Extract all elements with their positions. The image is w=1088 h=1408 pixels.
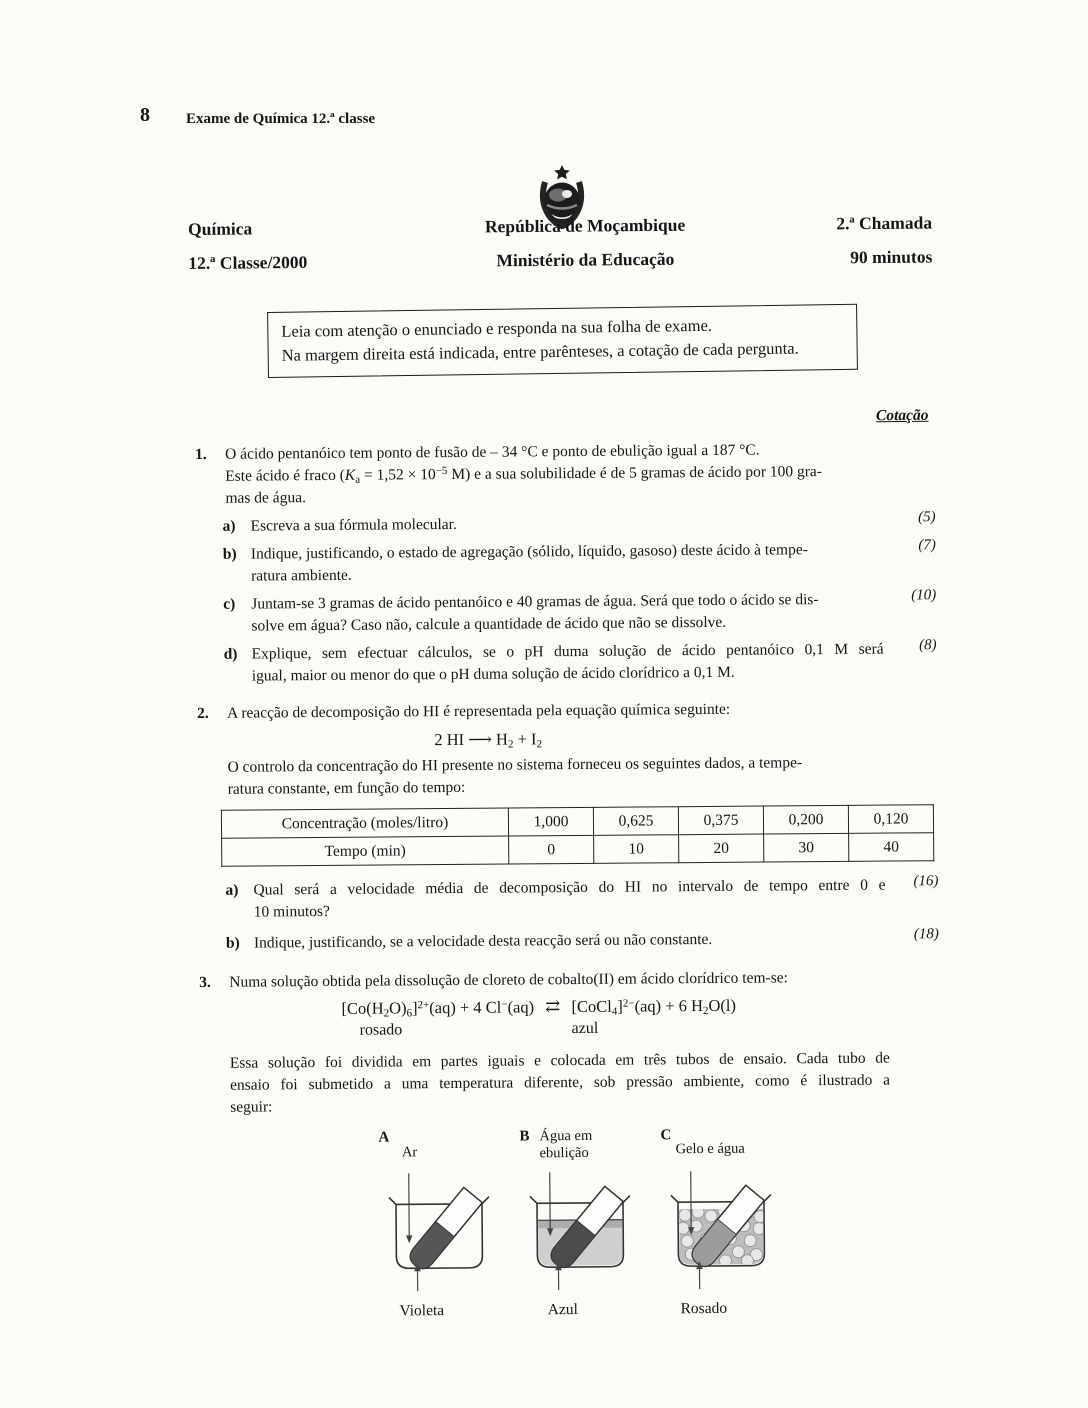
question-3 (199, 966, 944, 1324)
item-label: d) (223, 645, 238, 663)
beaker-b-drawing (520, 1172, 641, 1293)
condition-line: Gelo e água (675, 1140, 745, 1158)
test-tube-figures-row (378, 1125, 943, 1322)
concentration-time-table (221, 804, 934, 867)
figure-condition (539, 1128, 613, 1163)
figure-caption: Violeta (399, 1302, 445, 1320)
item-line: 10 minutos? (253, 902, 330, 921)
figure-condition (675, 1140, 785, 1158)
question-1-item-a (196, 510, 938, 538)
exam-header (188, 213, 933, 287)
beaker-c-drawing (661, 1170, 782, 1291)
question-2-number: 2. (197, 704, 209, 722)
figure-c (660, 1126, 787, 1320)
exam-class-year: 12.ª Classe/2000 (188, 251, 308, 273)
item-mark: (18) (913, 926, 939, 943)
item-line: Escreva a sua fórmula molecular. (250, 515, 457, 535)
label-rosado: rosado (359, 1021, 403, 1039)
hi-decomposition-equation: 2 HI ⟶ $H_2 + I_2$ (434, 729, 543, 751)
questions-area (195, 438, 939, 1320)
table-cell: 10 (594, 835, 679, 864)
exam-session: 2.ª Chamada (836, 212, 933, 234)
question-1 (195, 438, 939, 688)
table-cell: 30 (764, 833, 849, 862)
table-cell: 20 (679, 834, 764, 863)
item-line: Qual será a velocidade média de decomposição do HI no intervalo de tempo entre 0 e (253, 876, 886, 899)
table-row-header: Concentração (moles/litro) (221, 808, 508, 838)
question-1-number: 1. (195, 445, 207, 463)
label-azul: azul (571, 1019, 599, 1038)
question-3-line: seguir: (230, 1098, 273, 1116)
question-1-item-c (196, 588, 938, 638)
item-mark: (16) (913, 873, 939, 890)
table-cell: 1,000 (508, 807, 593, 836)
item-mark: (7) (918, 537, 936, 554)
item-line: igual, maior ou menor do que o pH duma solução de ácido clorídrico a 0,1 M. (251, 663, 735, 685)
table-cell: 0,200 (763, 805, 848, 834)
figure-letter: B (519, 1128, 530, 1145)
question-1-line: O ácido pentanóico tem ponto de fusão de – 34 °C e ponto de ebulição igual a 187 °C. (225, 441, 760, 463)
item-label: c) (223, 595, 236, 613)
figure-condition (379, 1144, 441, 1161)
table-cell: 0,625 (593, 807, 678, 836)
table-cell: 0,375 (678, 806, 763, 835)
item-line: Indique, justificando, o estado de agregação (sólido, líquido, gasoso) deste ácido à tempe- (250, 541, 808, 563)
condition-line: ebulição (539, 1144, 589, 1162)
question-3-intro: Numa solução obtida pela dissolução de cloreto de cobalto(II) em ácido clorídrico tem-se: (229, 969, 788, 991)
figure-a (378, 1129, 505, 1323)
page-number: 8 (140, 104, 150, 126)
table-cell: 0,120 (848, 805, 933, 834)
item-line: ratura ambiente. (250, 566, 352, 585)
table-row-time (222, 833, 934, 867)
item-line: solve em água? Caso não, calcule a quantidade de ácido que não se dissolve. (251, 613, 727, 635)
exam-subject: Química (188, 218, 253, 239)
question-1-line: Este ácido é fraco ($K_a = 1,52 \times 10^{-5}$ M) e a sua solubilidade é de 5 gramas de ácido por 100 gra- (225, 463, 822, 486)
figure-b (519, 1127, 646, 1321)
table-row-header: Tempo (min) (222, 836, 509, 866)
item-label: b) (225, 934, 240, 952)
table-cell: 40 (849, 833, 934, 862)
notice-box (267, 304, 858, 378)
question-1-item-b (196, 538, 938, 588)
question-3-line: Essa solução foi dividida em partes iguais e colocada em três tubos de ensaio. Cada tubo de (229, 1049, 890, 1072)
figure-letter: A (378, 1129, 390, 1146)
exam-ministry: Ministério da Educação (496, 248, 675, 271)
beaker-a-drawing (379, 1173, 500, 1294)
notice-line-1: Leia com atenção o enunciado e responda na sua folha de exame. (281, 315, 713, 341)
question-1-line: mas de água. (225, 489, 306, 507)
item-label: b) (222, 545, 237, 563)
condition-line: Ar (401, 1144, 418, 1161)
question-2-intro: A reacção de decomposição do HI é representada pela equação química seguinte: (227, 700, 731, 722)
question-2-line: ratura constante, em função do tempo: (227, 778, 466, 798)
figure-letter: C (660, 1127, 672, 1144)
question-2-item-a (198, 874, 940, 924)
question-3-line: ensaio foi submetido a uma temperatura diferente, sob pressão ambiente, como é ilustrado a (229, 1071, 891, 1094)
question-2-line: O controlo da concentração do HI presente no sistema forneceu os seguintes dados, a tempe- (227, 754, 803, 776)
item-line: Explique, sem efectuar cálculos, se o pH duma solução de ácido pentanóico 0,1 M será (251, 640, 884, 663)
item-label: a) (222, 517, 236, 535)
question-3-number: 3. (199, 973, 211, 991)
item-mark: (5) (918, 509, 936, 526)
condition-line: Água em (539, 1127, 593, 1145)
figure-caption: Rosado (680, 1299, 728, 1318)
page-running-title: Exame de Química 12.ª classe (186, 111, 376, 127)
question-2-item-b (199, 927, 941, 955)
table-cell: 0 (509, 835, 594, 864)
cobalt-equilibrium-equation: $[Co(H_2O)_6]^{2+}(aq) + 4$ Cl−(aq) ⇄ [CoCl$_4$]$^{2-}$(aq) + 6 $H_2O(l)$ (341, 995, 737, 1020)
marks-column-header: Cotação (875, 406, 929, 425)
item-mark: (8) (919, 637, 937, 654)
exam-duration: 90 minutos (850, 246, 933, 268)
question-1-item-d (197, 638, 939, 688)
item-label: a) (225, 881, 239, 899)
figure-caption: Azul (547, 1301, 578, 1319)
item-line: Juntam-se 3 gramas de ácido pentanóico e 40 gramas de água. Será que todo o ácido se dis- (251, 591, 819, 613)
item-mark: (10) (911, 587, 937, 604)
notice-line-2: Na margem direita está indicada, entre parênteses, a cotação de cada pergunta. (281, 338, 799, 365)
equation-color-labels (200, 1015, 942, 1045)
exam-country: República de Moçambique (484, 214, 686, 237)
question-2 (197, 697, 941, 955)
item-line: Indique, justificando, se a velocidade desta reacção será ou não constante. (253, 930, 713, 952)
